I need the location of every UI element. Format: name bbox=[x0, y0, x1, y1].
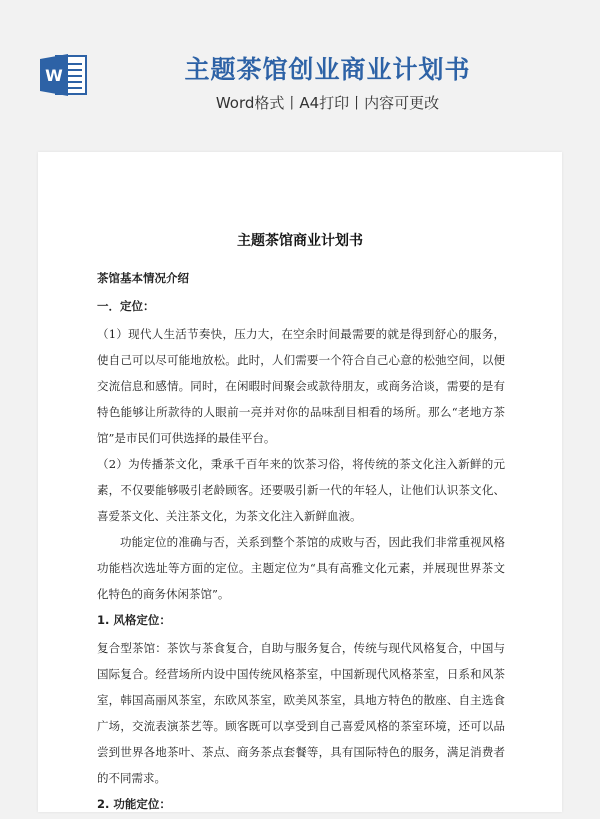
page-subtitle: Word格式丨A4打印丨内容可更改 bbox=[215, 94, 440, 112]
subheading-positioning: 一．定位： bbox=[97, 299, 155, 313]
document-page bbox=[38, 152, 562, 812]
paragraph-3: 功能定位的准确与否，关系到整个茶馆的成败与否，因此我们非常重视风格功能档次选址等方面的定位。主题定位为“具有高雅文化元素，并展现世界茶文化特色的商务休闲茶馆”。 bbox=[97, 535, 505, 601]
word-icon-letter: W bbox=[45, 66, 63, 85]
subheading-style: 1. 风格定位： bbox=[97, 613, 171, 627]
document-body bbox=[97, 265, 505, 819]
document-title: 主题茶馆商业计划书 bbox=[237, 233, 363, 249]
section-heading: 茶馆基本情况介绍 bbox=[97, 271, 189, 285]
paragraph-4: 复合型茶馆：茶饮与茶食复合，自助与服务复合，传统与现代风格复合，中国与国际复合。经营场所内设中国传统风格茶室，中国新现代风格茶室，日系和风茶室，韩国高丽风茶室，东欧风茶室，欧美风茶室，具地方特色的散座、自主选食广场，交流表演茶艺等。顾客既可以享受到自己喜爱风格的茶室环境，还可以品尝到世界各地茶叶、茶点、商务茶点套餐等，具有国际特色的服务，满足消费者的不同需求。 bbox=[97, 641, 505, 785]
page-title: 主题茶馆创业商业计划书 bbox=[184, 55, 471, 84]
header-banner bbox=[0, 0, 600, 150]
paragraph-2: （2）为传播茶文化，秉承千百年来的饮茶习俗，将传统的茶文化注入新鲜的元素，不仅要能够吸引老龄顾客。还要吸引新一代的年轻人，让他们认识茶文化、喜爱茶文化、关注茶文化，为茶文化注入新鲜血液。 bbox=[97, 457, 505, 523]
subheading-function: 2. 功能定位： bbox=[97, 797, 171, 811]
paragraph-1: （1）现代人生活节奏快，压力大，在空余时间最需要的就是得到舒心的服务，使自己可以尽可能地放松。此时，人们需要一个符合自己心意的松弛空间，以便交流信息和感情。同时，在闲暇时间聚会或款待朋友，或商务洽谈，需要的是有特色能够让所款待的人眼前一亮并对你的品味刮目相看的场所。那么“老地方茶馆”是市民们可供选择的最佳平台。 bbox=[97, 327, 505, 445]
